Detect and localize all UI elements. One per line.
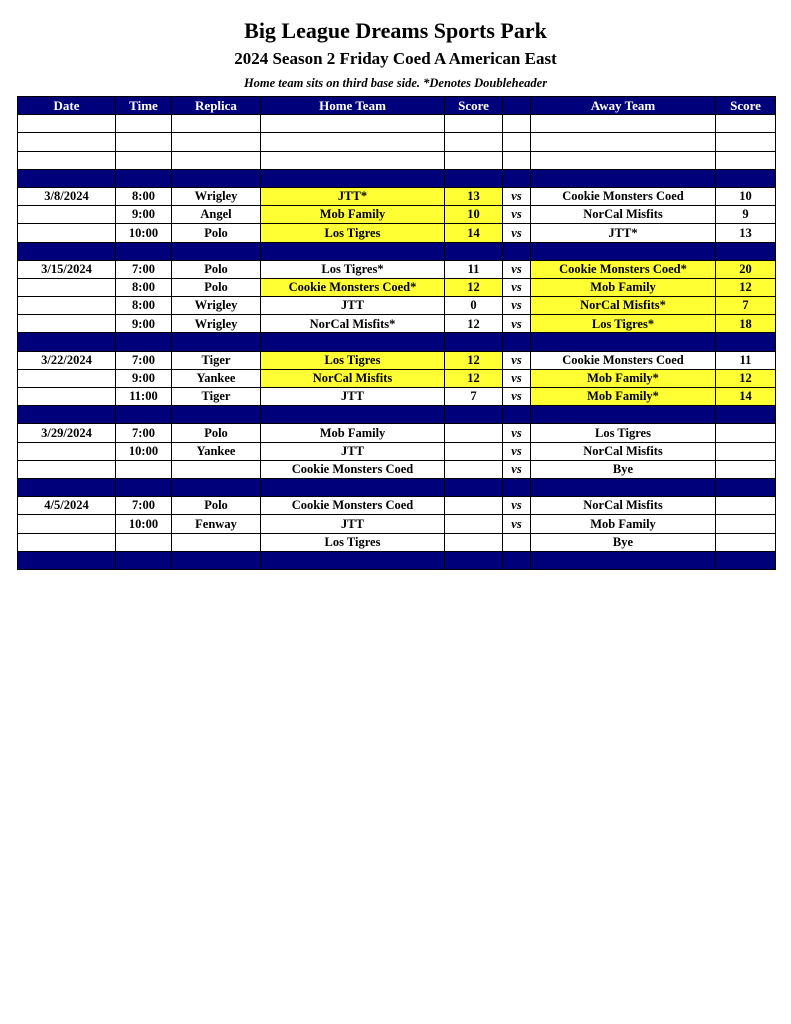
week-separator-row xyxy=(18,169,776,187)
vs-label: vs xyxy=(503,424,531,442)
home-score: 0 xyxy=(445,297,503,315)
table-row xyxy=(18,297,776,315)
home-score xyxy=(445,533,503,551)
separator-cell xyxy=(445,169,503,187)
separator-cell xyxy=(261,333,445,351)
game-date xyxy=(18,224,116,242)
vs-label: vs xyxy=(503,388,531,406)
game-replica: Tiger xyxy=(172,351,261,369)
table-row xyxy=(18,315,776,333)
separator-cell xyxy=(18,242,116,260)
home-score xyxy=(445,424,503,442)
away-team: Mob Family xyxy=(531,278,716,296)
home-team: Los Tigres* xyxy=(261,260,445,278)
away-team: Mob Family xyxy=(531,515,716,533)
game-time: 10:00 xyxy=(116,224,172,242)
vs-label: vs xyxy=(503,297,531,315)
col-header-home-team: Home Team xyxy=(261,97,445,115)
game-date xyxy=(18,515,116,533)
separator-cell xyxy=(716,242,776,260)
table-row xyxy=(18,278,776,296)
away-team: Cookie Monsters Coed* xyxy=(531,260,716,278)
game-replica: Tiger xyxy=(172,388,261,406)
away-score: 13 xyxy=(716,224,776,242)
game-date: 3/15/2024 xyxy=(18,260,116,278)
separator-cell xyxy=(503,169,531,187)
home-team: JTT xyxy=(261,515,445,533)
game-replica xyxy=(172,115,261,133)
game-date: 4/5/2024 xyxy=(18,497,116,515)
game-replica: Wrigley xyxy=(172,297,261,315)
game-replica: Polo xyxy=(172,424,261,442)
game-date xyxy=(18,151,116,169)
away-score xyxy=(716,497,776,515)
separator-cell xyxy=(261,169,445,187)
away-team: JTT* xyxy=(531,224,716,242)
table-row xyxy=(18,424,776,442)
separator-cell xyxy=(503,551,531,569)
game-time: 10:00 xyxy=(116,515,172,533)
game-time: 8:00 xyxy=(116,297,172,315)
home-score: 7 xyxy=(445,388,503,406)
away-score: 20 xyxy=(716,260,776,278)
game-replica: Yankee xyxy=(172,369,261,387)
table-row xyxy=(18,206,776,224)
home-team: Mob Family xyxy=(261,206,445,224)
away-team: Los Tigres* xyxy=(531,315,716,333)
game-date xyxy=(18,315,116,333)
game-time xyxy=(116,533,172,551)
away-team: Mob Family* xyxy=(531,369,716,387)
game-time: 7:00 xyxy=(116,351,172,369)
game-time: 8:00 xyxy=(116,187,172,205)
home-score: 14 xyxy=(445,224,503,242)
game-time: 9:00 xyxy=(116,206,172,224)
vs-label: vs xyxy=(503,460,531,478)
table-row xyxy=(18,115,776,133)
table-row xyxy=(18,515,776,533)
table-header-row xyxy=(18,97,776,115)
game-date xyxy=(18,133,116,151)
away-team: NorCal Misfits xyxy=(531,442,716,460)
away-team: Cookie Monsters Coed xyxy=(531,187,716,205)
game-time xyxy=(116,115,172,133)
table-row xyxy=(18,369,776,387)
separator-cell xyxy=(116,406,172,424)
vs-label xyxy=(503,133,531,151)
vs-label xyxy=(503,151,531,169)
game-time: 9:00 xyxy=(116,369,172,387)
schedule-body xyxy=(18,115,776,570)
vs-label: vs xyxy=(503,278,531,296)
game-replica xyxy=(172,533,261,551)
separator-cell xyxy=(261,551,445,569)
game-time xyxy=(116,133,172,151)
game-replica: Polo xyxy=(172,278,261,296)
vs-label xyxy=(503,115,531,133)
away-team: Cookie Monsters Coed xyxy=(531,351,716,369)
game-time: 11:00 xyxy=(116,388,172,406)
home-score xyxy=(445,497,503,515)
home-team xyxy=(261,115,445,133)
separator-cell xyxy=(172,406,261,424)
vs-label: vs xyxy=(503,187,531,205)
away-team: NorCal Misfits xyxy=(531,206,716,224)
separator-cell xyxy=(18,551,116,569)
vs-label: vs xyxy=(503,369,531,387)
game-replica xyxy=(172,133,261,151)
game-replica: Wrigley xyxy=(172,187,261,205)
separator-cell xyxy=(445,478,503,496)
table-row xyxy=(18,351,776,369)
table-row xyxy=(18,260,776,278)
away-team: Bye xyxy=(531,533,716,551)
away-score xyxy=(716,442,776,460)
away-team xyxy=(531,151,716,169)
separator-cell xyxy=(261,478,445,496)
separator-cell xyxy=(503,478,531,496)
home-team: Cookie Monsters Coed* xyxy=(261,278,445,296)
away-score: 14 xyxy=(716,388,776,406)
col-header-away-team: Away Team xyxy=(531,97,716,115)
game-replica: Wrigley xyxy=(172,315,261,333)
table-row xyxy=(18,497,776,515)
separator-cell xyxy=(716,551,776,569)
game-replica: Fenway xyxy=(172,515,261,533)
away-score: 10 xyxy=(716,187,776,205)
vs-label: vs xyxy=(503,224,531,242)
home-team: JTT xyxy=(261,297,445,315)
home-score: 12 xyxy=(445,369,503,387)
separator-cell xyxy=(172,169,261,187)
home-team: JTT xyxy=(261,442,445,460)
table-row xyxy=(18,442,776,460)
home-team: JTT* xyxy=(261,187,445,205)
separator-cell xyxy=(116,333,172,351)
col-header-date: Date xyxy=(18,97,116,115)
page-subtitle: 2024 Season 2 Friday Coed A American East xyxy=(234,49,557,68)
separator-cell xyxy=(716,169,776,187)
away-team: NorCal Misfits* xyxy=(531,297,716,315)
away-team xyxy=(531,133,716,151)
away-score xyxy=(716,515,776,533)
vs-label: vs xyxy=(503,515,531,533)
home-score: 11 xyxy=(445,260,503,278)
separator-cell xyxy=(503,333,531,351)
separator-cell xyxy=(445,551,503,569)
game-time: 7:00 xyxy=(116,497,172,515)
separator-cell xyxy=(531,242,716,260)
separator-cell xyxy=(261,406,445,424)
separator-cell xyxy=(116,478,172,496)
separator-cell xyxy=(716,333,776,351)
game-time: 7:00 xyxy=(116,260,172,278)
separator-cell xyxy=(531,406,716,424)
separator-cell xyxy=(172,333,261,351)
home-team: NorCal Misfits* xyxy=(261,315,445,333)
away-team: NorCal Misfits xyxy=(531,497,716,515)
col-header-home-score: Score xyxy=(445,97,503,115)
game-date: 3/29/2024 xyxy=(18,424,116,442)
separator-cell xyxy=(172,551,261,569)
col-header-replica: Replica xyxy=(172,97,261,115)
home-team xyxy=(261,133,445,151)
week-separator-row xyxy=(18,551,776,569)
game-replica: Angel xyxy=(172,206,261,224)
table-row xyxy=(18,133,776,151)
away-score: 18 xyxy=(716,315,776,333)
away-team: Bye xyxy=(531,460,716,478)
game-date xyxy=(18,206,116,224)
home-score xyxy=(445,151,503,169)
separator-cell xyxy=(445,333,503,351)
col-header-away-score: Score xyxy=(716,97,776,115)
separator-cell xyxy=(18,169,116,187)
game-time: 8:00 xyxy=(116,278,172,296)
separator-cell xyxy=(116,551,172,569)
game-time xyxy=(116,151,172,169)
week-separator-row xyxy=(18,333,776,351)
separator-cell xyxy=(531,551,716,569)
away-team: Mob Family* xyxy=(531,388,716,406)
away-score: 9 xyxy=(716,206,776,224)
home-team: Los Tigres xyxy=(261,351,445,369)
game-date xyxy=(18,533,116,551)
home-score xyxy=(445,460,503,478)
vs-label: vs xyxy=(503,442,531,460)
schedule-note: Home team sits on third base side. *Denotes Doubleheader xyxy=(243,76,548,90)
separator-cell xyxy=(531,333,716,351)
home-score: 12 xyxy=(445,351,503,369)
separator-cell xyxy=(172,242,261,260)
game-replica: Yankee xyxy=(172,442,261,460)
table-row xyxy=(18,187,776,205)
page-title: Big League Dreams Sports Park xyxy=(244,18,547,43)
game-replica xyxy=(172,460,261,478)
vs-label: vs xyxy=(503,206,531,224)
game-time xyxy=(116,460,172,478)
home-score xyxy=(445,133,503,151)
separator-cell xyxy=(116,242,172,260)
home-score: 10 xyxy=(445,206,503,224)
home-score xyxy=(445,515,503,533)
game-replica: Polo xyxy=(172,224,261,242)
vs-label: vs xyxy=(503,315,531,333)
separator-cell xyxy=(261,242,445,260)
home-score: 12 xyxy=(445,278,503,296)
home-score xyxy=(445,442,503,460)
week-separator-row xyxy=(18,406,776,424)
separator-cell xyxy=(716,406,776,424)
separator-cell xyxy=(531,169,716,187)
away-team: Los Tigres xyxy=(531,424,716,442)
home-score: 12 xyxy=(445,315,503,333)
game-time: 9:00 xyxy=(116,315,172,333)
vs-label: vs xyxy=(503,497,531,515)
separator-cell xyxy=(531,478,716,496)
game-date xyxy=(18,388,116,406)
home-team: Los Tigres xyxy=(261,533,445,551)
home-score: 13 xyxy=(445,187,503,205)
col-header-vs xyxy=(503,97,531,115)
col-header-time: Time xyxy=(116,97,172,115)
separator-cell xyxy=(503,242,531,260)
away-score: 11 xyxy=(716,351,776,369)
separator-cell xyxy=(445,406,503,424)
table-row xyxy=(18,533,776,551)
week-separator-row xyxy=(18,242,776,260)
home-team: Los Tigres xyxy=(261,224,445,242)
game-date: 3/8/2024 xyxy=(18,187,116,205)
home-team: JTT xyxy=(261,388,445,406)
week-separator-row xyxy=(18,478,776,496)
separator-cell xyxy=(18,333,116,351)
separator-cell xyxy=(116,169,172,187)
home-team: Mob Family xyxy=(261,424,445,442)
away-score: 12 xyxy=(716,369,776,387)
away-score: 12 xyxy=(716,278,776,296)
schedule-table xyxy=(17,96,776,570)
game-replica: Polo xyxy=(172,260,261,278)
game-date xyxy=(18,278,116,296)
game-date xyxy=(18,297,116,315)
game-date: 3/22/2024 xyxy=(18,351,116,369)
table-row xyxy=(18,388,776,406)
separator-cell xyxy=(445,242,503,260)
home-score xyxy=(445,115,503,133)
home-team: NorCal Misfits xyxy=(261,369,445,387)
separator-cell xyxy=(716,478,776,496)
table-row xyxy=(18,224,776,242)
separator-cell xyxy=(18,478,116,496)
game-date xyxy=(18,460,116,478)
away-score xyxy=(716,460,776,478)
game-time: 7:00 xyxy=(116,424,172,442)
game-date xyxy=(18,369,116,387)
separator-cell xyxy=(503,406,531,424)
away-score xyxy=(716,133,776,151)
table-row xyxy=(18,460,776,478)
game-replica xyxy=(172,151,261,169)
away-score xyxy=(716,533,776,551)
vs-label: vs xyxy=(503,260,531,278)
separator-cell xyxy=(18,406,116,424)
game-date xyxy=(18,442,116,460)
home-team xyxy=(261,151,445,169)
separator-cell xyxy=(172,478,261,496)
game-time: 10:00 xyxy=(116,442,172,460)
table-row xyxy=(18,151,776,169)
vs-label: vs xyxy=(503,351,531,369)
game-replica: Polo xyxy=(172,497,261,515)
vs-label xyxy=(503,533,531,551)
away-team xyxy=(531,115,716,133)
game-date xyxy=(18,115,116,133)
home-team: Cookie Monsters Coed xyxy=(261,460,445,478)
away-score xyxy=(716,151,776,169)
away-score xyxy=(716,115,776,133)
home-team: Cookie Monsters Coed xyxy=(261,497,445,515)
away-score xyxy=(716,424,776,442)
away-score: 7 xyxy=(716,297,776,315)
